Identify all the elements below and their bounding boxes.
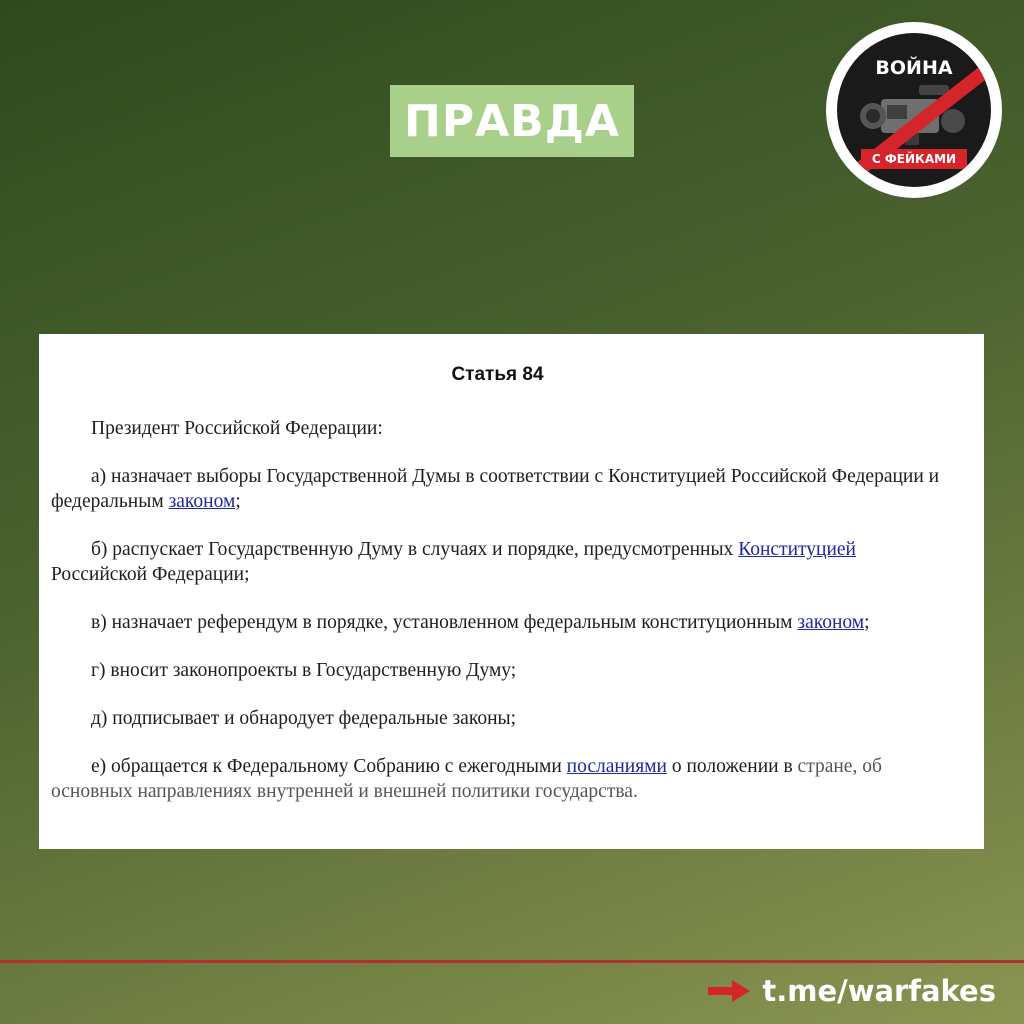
arrow-right-icon bbox=[708, 980, 750, 1002]
link-konstitutsiey[interactable]: Конституцией bbox=[738, 539, 856, 560]
pravda-badge: ПРАВДА bbox=[390, 85, 634, 157]
footer-divider bbox=[0, 960, 1024, 963]
logo-bottom-text: С ФЕЙКАМИ bbox=[861, 149, 967, 169]
article-intro: Президент Российской Федерации: bbox=[91, 418, 383, 439]
article-item-b: б) распускает Государственную Думу в случаях и порядке, предусмотренных Конституцией Российской Федерации; bbox=[51, 539, 856, 585]
footer bbox=[708, 970, 996, 1012]
article-item-a: а) назначает выборы Государственной Думы в соответствии с Конституцией Российской Федерации и федеральным законом; bbox=[51, 466, 940, 512]
article-item-v: в) назначает референдум в порядке, установленном федеральным конституционным законом; bbox=[91, 612, 870, 633]
link-zakonom[interactable]: законом bbox=[168, 491, 236, 512]
war-on-fakes-logo bbox=[826, 22, 1002, 198]
article-title: Статья 84 bbox=[451, 364, 544, 385]
telegram-link[interactable]: t.me/warfakes bbox=[762, 974, 996, 1008]
article-item-g: г) вносит законопроекты в Государственную Думу; bbox=[91, 660, 517, 681]
article-item-d: д) подписывает и обнародует федеральные законы; bbox=[91, 708, 517, 729]
link-zakonom-2[interactable]: законом bbox=[797, 612, 865, 633]
logo-top-text: ВОЙНА bbox=[875, 57, 953, 79]
link-poslaniyami[interactable]: посланиями bbox=[566, 756, 667, 777]
article-item-e: е) обращается к Федеральному Собранию с ежегодными посланиями о положении в стране, об основных направлениях внутренней и внешней политики государства. bbox=[51, 756, 882, 802]
article-document bbox=[39, 334, 984, 849]
